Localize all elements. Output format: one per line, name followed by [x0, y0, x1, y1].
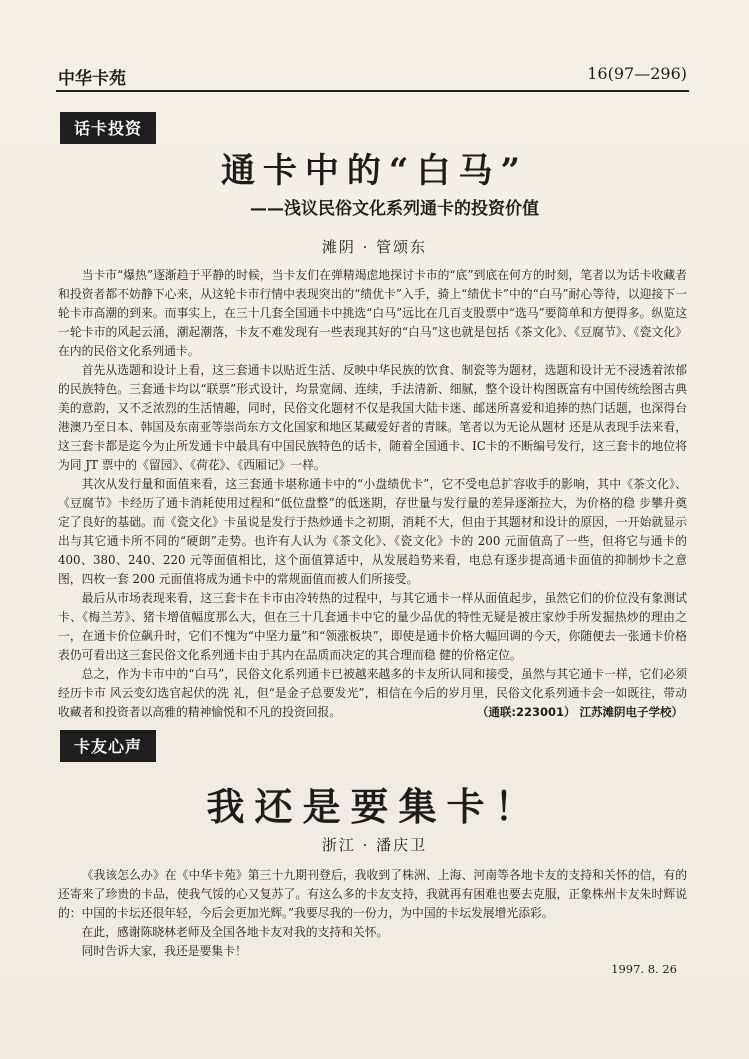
article1-subtitle: ——浅议民俗文化系列通卡的投资价值 [250, 199, 539, 219]
section-tag-card-investment: 话卡投资 [60, 112, 156, 144]
article1-paragraph: 总之，作为卡市中的“白马”，民俗文化系列通卡已被越来越多的卡友所认同和接受，虽然与其它通卡一样，它们必须经历卡市 风云变幻选官起伏的洗 礼，但“是金子总要发光”，相信在今后的岁月里，民俗文化系列通卡会一如既往，带动收藏者和投资者以高雅的精神愉悦和不凡的投资回报。 [58, 667, 687, 719]
article2-author: 浙江 · 潘庆卫 [321, 836, 428, 854]
section-tag-card-friends-voice: 卡友心声 [60, 730, 156, 762]
article1-title: 通卡中的“白马” [220, 151, 529, 191]
issue-number: 16(97—296) [587, 64, 687, 83]
article1-paragraph: 其次从发行量和面值来看，这三套通卡堪称通卡中的“小盘绩优卡”，它不受电总扩容收手的影响，其中《茶文化》、《豆腐节》卡经历了通卡消耗使用过程和“低位盘整”的低迷期，存世量与发行量的差异逐渐拉大，为价格的稳 步攀升奠定了良好的基础。而《瓷文化》卡虽说是发行于热炒通卡之初期，消耗不大，但由于其题材和设计的原因，一开始就显示出与其它通卡所不同的“硬朗”走势。也许有人认为《茶文化》、《瓷文化》卡的 200 元面值高了一些，但将它与通卡的 400、380、240、220 元等面值相比，这个面值算适中，从发展趋势来看，电总有逐步提高通卡面值的抑制炒卡之意图，四枚一套 200 元面值将成为通卡中的常规面值而被人们所接受。 [58, 477, 687, 586]
article1-author: 滩阴 · 管颂东 [321, 238, 428, 256]
article1-source: （通联:223001） 江苏滩阴电子学校） [476, 705, 683, 719]
article1-paragraph: 最后从市场表现来看，这三套卡在卡市由冷转热的过程中，与其它通卡一样从面值起步，虽然它们的价位没有象测试卡、《梅兰芳》、猪卡增值幅度那么大，但在三十几套通卡中它的量少品优的特性无疑是被庄家炒手所发掘热炒的理由之一，在通卡价位飙升时，它们不愧为“中坚力量”和“领涨板块”，即使是通卡价格大幅回调的今天，你随便去一张通卡价格表仍可看出这三套民俗文化系列通卡由于其内在品质而决定的其合理而稳 健的价格定位。 [58, 591, 687, 662]
article1-body [58, 266, 687, 722]
article1-paragraph: 当卡市“爆热”逐渐趋于平静的时候，当卡友们在弹精竭虑地探讨卡市的“底”到底在何方的时刻，笔者以为话卡收藏者和投资者都不妨静下心来，从这轮卡市行情中表现突出的“绩优卡”入手，骑上“绩优卡”中的“白马”耐心等待，以迎接下一轮卡市高潮的到来。而事实上，在三十几套全国通卡中挑选“白马”远比在几百支股票中“选马”要简单和方便得多。纵览这一轮卡市的风起云涌，潮起潮落，卡友不难发现有一些表现其好的“白马”这也就是包括《茶文化》、《豆腐节》、《瓷文化》在内的民俗文化系列通卡。 [58, 268, 687, 358]
article2-date: 1997. 8. 26 [611, 962, 677, 976]
magazine-name: 中华卡苑 [58, 69, 126, 89]
header-rule [56, 90, 689, 92]
article2-paragraph: 《我该怎么办》在《中华卡苑》第三十九期刊登后，我收到了株洲、上海、河南等各地卡友的支持和关怀的信，有的还寄来了珍贵的卡品，使我气馁的心又复苏了。有这么多的卡友支持，我就再有困难也要去克服，正象株州卡友朱时辉说的：中国的卡坛还很年轻，今后会更加光辉。”我要尽我的一份力，为中国的卡坛发展增光添彩。 [58, 868, 687, 920]
article2-paragraph: 在此，感谢陈晓林老师及全国各地卡友对我的支持和关怀。 [81, 925, 389, 939]
article2-body [58, 866, 687, 961]
article2-paragraph: 同时告诉大家，我还是要集卡！ [81, 944, 247, 958]
article1-paragraph: 首先从选题和设计上看，这三套通卡以贴近生活、反映中华民族的饮食、制瓷等为题材，选题和设计无不浸透着浓郁的民族特色。三套通卡均以“联票”形式设计，均景宽阔、连续，手法清新、细腻，整个设计构图既富有中国传统绘图古典美的意韵，又不乏浓烈的生活情趣，同时，民俗文化题材不仅是我国大陆卡迷、邮迷所喜爱和追捧的热门话题，也深得台港澳乃至日本、韩国及东南亚等崇尚东方文化国家和地区某藏爱好者的青睐。笔者以为无论从题材 还是从表现手法来看，这三套卡都是迄今为止所发通卡中最具有中国民族特色的话卡，随着全国通卡、IC卡的不断编号发行，这三套卡的地位将为同 JT 票中的《留园》、《荷花》、《西厢记》一样。 [58, 363, 687, 472]
article2-title: 我还是要集卡！ [206, 784, 543, 829]
